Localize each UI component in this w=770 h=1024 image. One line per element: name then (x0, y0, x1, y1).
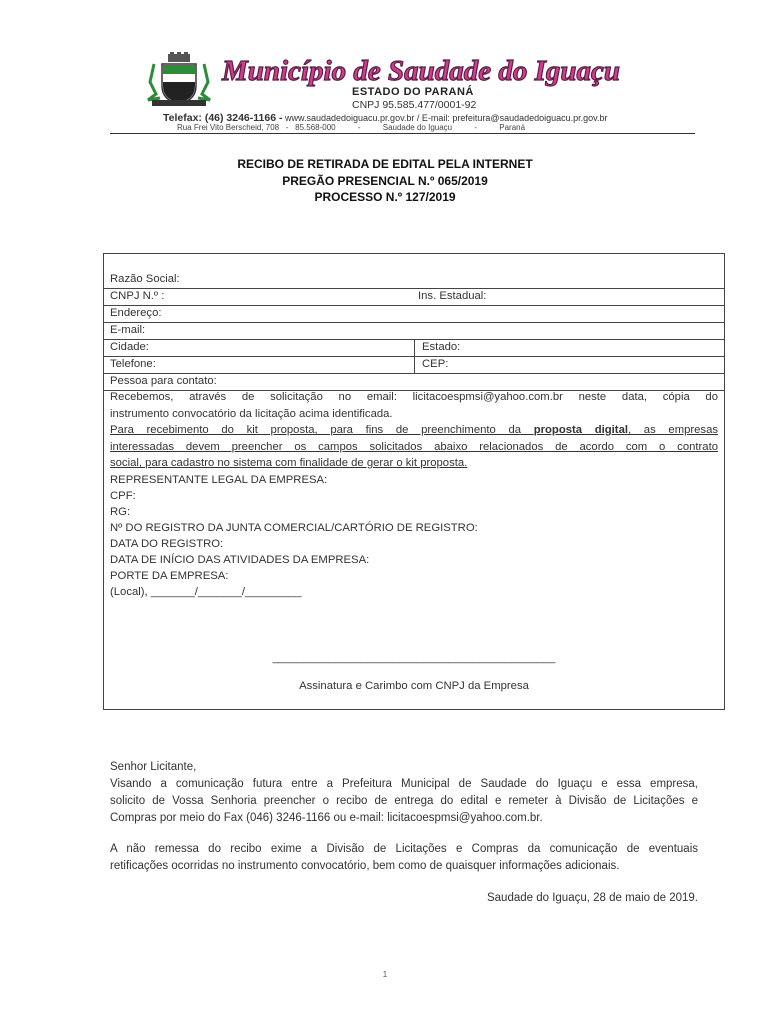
header-address: Rua Frei Vito Berscheid, 708 - 85.568-000 - Saudade do Iguaçu - Paraná (177, 123, 526, 132)
kit-text-a: Para recebimento do kit proposta, para fins de preenchimento da (110, 424, 534, 436)
header-divider (110, 133, 695, 134)
label-porte: PORTE DA EMPRESA: (110, 570, 229, 582)
signature-caption: Assinatura e Carimbo com CNPJ da Empresa (299, 680, 529, 692)
label-razao-social: Razão Social: (110, 273, 180, 285)
kit-text-b: , as empresas (628, 424, 719, 436)
label-estado: Estado: (422, 341, 461, 353)
state-label: ESTADO DO PARANÁ (352, 86, 474, 98)
label-registro-junta: Nº DO REGISTRO DA JUNTA COMERCIAL/CARTÓRIO DE REGISTRO: (110, 522, 478, 534)
recebemos-line2: instrumento convocatório da licitação acima identificada. (110, 407, 393, 420)
label-cnpj: CNPJ N.º : (110, 290, 165, 302)
letter-place-date: Saudade do Iguaçu, 28 de maio de 2019. (486, 892, 698, 904)
signature-line: _____________________________________________ (272, 652, 556, 664)
recebemos-paragraph (110, 389, 718, 472)
label-cpf: CPF: (110, 490, 136, 502)
row-razao-social (104, 271, 724, 289)
municipal-coat-of-arms-icon (146, 52, 212, 108)
doc-title-line1: RECIBO DE RETIRADA DE EDITAL PELA INTERNET (237, 157, 533, 171)
letter-p1-line2: solicito de Vossa Senhoria preencher o recibo de entrega do edital e remeter à Divisão de Licitações e (110, 795, 698, 807)
doc-title-line3: PROCESSO N.º 127/2019 (314, 190, 456, 204)
letter-p2-line1: A não remessa do recibo exime a Divisão de Licitações e Compras da comunicação de eventuais (110, 843, 698, 855)
header-cnpj: CNPJ 95.585.477/0001-92 (352, 99, 477, 111)
letter-p1-line1: Visando a comunicação futura entre a Prefeitura Municipal de Saudade do Iguaçu e essa empresa, (110, 778, 698, 790)
label-cidade: Cidade: (110, 341, 149, 353)
website-email: www.saudadedoiguacu.pr.gov.br / E-mail: prefeitura@saudadedoiguacu.pr.gov.br (284, 113, 608, 123)
recebemos-line1: Recebemos, através de solicitação no email: licitacoespmsi@yahoo.com.br neste data, cópia do (110, 391, 718, 403)
label-ins-estadual: Ins. Estadual: (418, 290, 487, 302)
row-cnpj (104, 288, 724, 306)
local-date-line: (Local), _______/_______/_________ (110, 586, 302, 598)
row-email (104, 322, 724, 340)
letter-p2-line2: retificações ocorridas no instrumento convocatório, bem como de quaisquer informações adicionais. (110, 860, 620, 872)
label-telefone: Telefone: (110, 358, 156, 370)
label-email: E-mail: (110, 324, 146, 336)
label-pessoa-contato: Pessoa para contato: (110, 375, 217, 387)
doc-title-line2: PREGÃO PRESENCIAL N.º 065/2019 (282, 174, 488, 188)
letter-salutation: Senhor Licitante, (110, 761, 197, 773)
label-data-registro: DATA DO REGISTRO: (110, 538, 224, 550)
label-cep: CEP: (422, 358, 449, 370)
svg-text:Município de Saudade do Iguaçu: Município de Saudade do Iguaçu (222, 55, 620, 87)
proposta-digital: proposta digital (533, 424, 628, 436)
label-representante: REPRESENTANTE LEGAL DA EMPRESA: (110, 474, 328, 486)
label-endereco: Endereço: (110, 307, 162, 319)
receipt-form (103, 253, 725, 710)
kit-line3: social, para cadastro no sistema com finalidade de gerar o kit proposta. (110, 457, 468, 469)
row-endereco (104, 305, 724, 323)
letter-p1-line3: Compras por meio do Fax (046) 3246-1166 ou e-mail: licitacoespmsi@yahoo.com.br. (110, 812, 543, 824)
column-divider (414, 339, 415, 373)
page-number: 1 (382, 970, 388, 979)
label-data-inicio: DATA DE INÍCIO DAS ATIVIDADES DA EMPRESA: (110, 554, 370, 566)
label-rg: RG: (110, 506, 131, 518)
kit-line1 (110, 422, 718, 439)
telefax: Telefax: (46) 3246-1166 - (163, 112, 283, 124)
kit-line2: interessadas devem preencher os campos solicitados abaixo relacionados de acordo com o contrato (110, 440, 718, 453)
